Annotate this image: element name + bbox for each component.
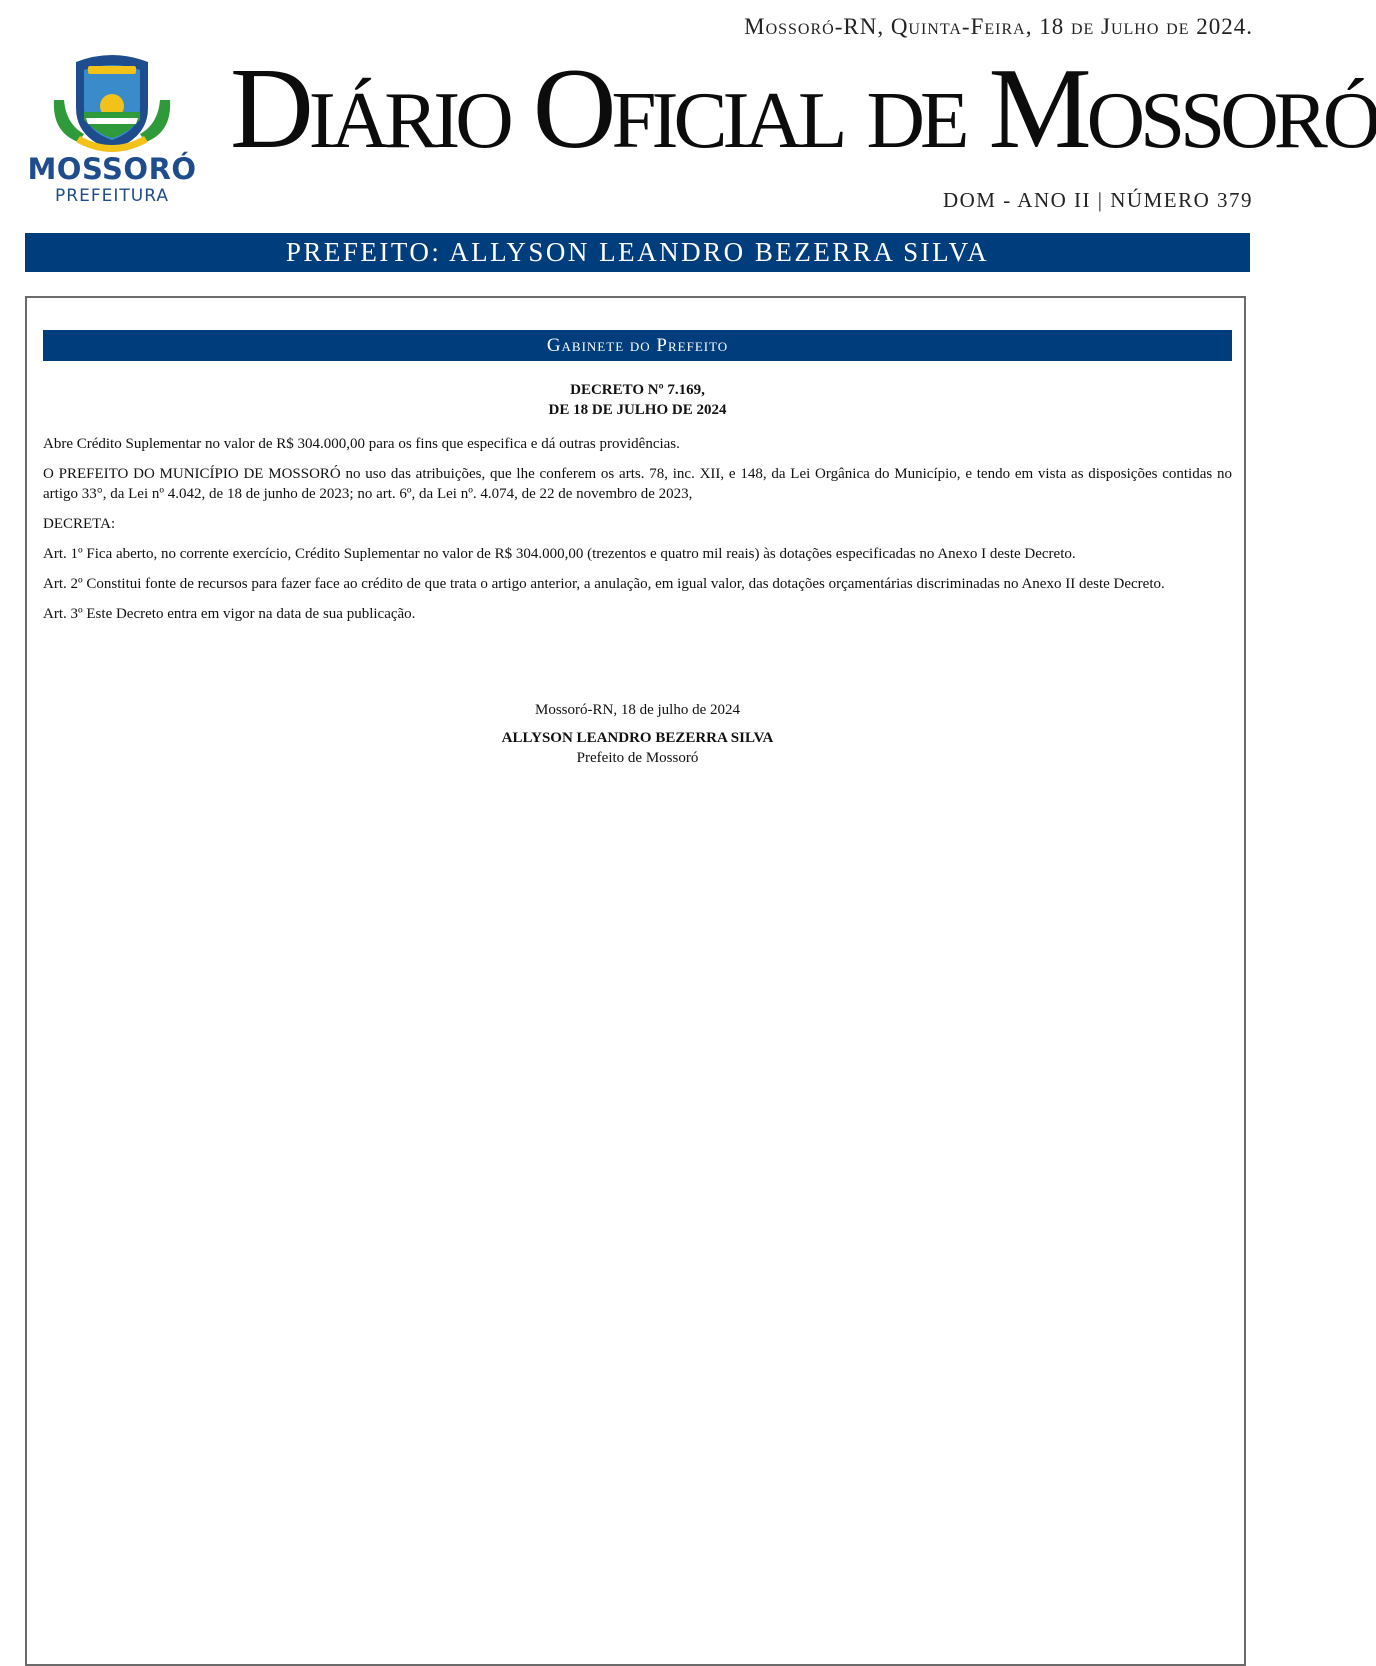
decree-title-line2: DE 18 DE JULHO DE 2024: [548, 402, 727, 418]
masthead-title: Diário Oficial de Mossoró: [230, 45, 1376, 173]
signature-block: [43, 700, 1232, 768]
issue-number: DOM - ANO II | NÚMERO 379: [942, 188, 1253, 212]
decree-summary: Abre Crédito Suplementar no valor de R$ 304.000,00 para os fins que especifica e dá outras providências.: [43, 436, 680, 452]
section-title: Gabinete do Prefeito: [43, 330, 1232, 361]
logo-subtitle: PREFEITURA: [55, 186, 169, 206]
decree-preamble: O PREFEITO DO MUNICÍPIO DE MOSSORÓ no uso das atribuições, que lhe conferem os arts. 78, inc. XII, e 148, da Lei Orgânica do Município, e tendo em vista as disposições contidas no artigo 33°, da Lei nº 4.042, de 18 de junho de 2023; no art. 6º, da Lei nº. 4.074, de 22 de novembro de 2023,: [43, 466, 1232, 502]
mayor-banner: PREFEITO: ALLYSON LEANDRO BEZERRA SILVA: [25, 233, 1250, 272]
decree-article-2: Art. 2º Constitui fonte de recursos para fazer face ao crédito de que trata o artigo anterior, a anulação, em igual valor, das dotações orçamentárias discriminadas no Anexo II deste Decreto.: [43, 576, 1165, 592]
prefeitura-logo: [22, 42, 202, 212]
decree-title-line1: DECRETO Nº 7.169,: [570, 382, 705, 398]
decree-enacting-clause: DECRETA:: [43, 516, 116, 532]
decree-body: [43, 434, 1232, 634]
decree-title: [43, 380, 1232, 420]
logo-name: MOSSORÓ: [27, 152, 197, 186]
signatory-name: ALLYSON LEANDRO BEZERRA SILVA: [501, 730, 774, 746]
signatory-role: Prefeito de Mossoró: [576, 750, 699, 766]
dateline: Mossoró-RN, Quinta-Feira, 18 de Julho de 2024.: [744, 14, 1253, 39]
decree-article-1: Art. 1º Fica aberto, no corrente exercício, Crédito Suplementar no valor de R$ 304.000,00 (trezentos e quatro mil reais) às dotações especificadas no Anexo I deste Decreto.: [43, 546, 1076, 562]
decree-article-3: Art. 3º Este Decreto entra em vigor na data de sua publicação.: [43, 606, 416, 622]
signature-place-date: Mossoró-RN, 18 de julho de 2024: [535, 702, 740, 718]
coat-of-arms-icon: [50, 50, 174, 158]
